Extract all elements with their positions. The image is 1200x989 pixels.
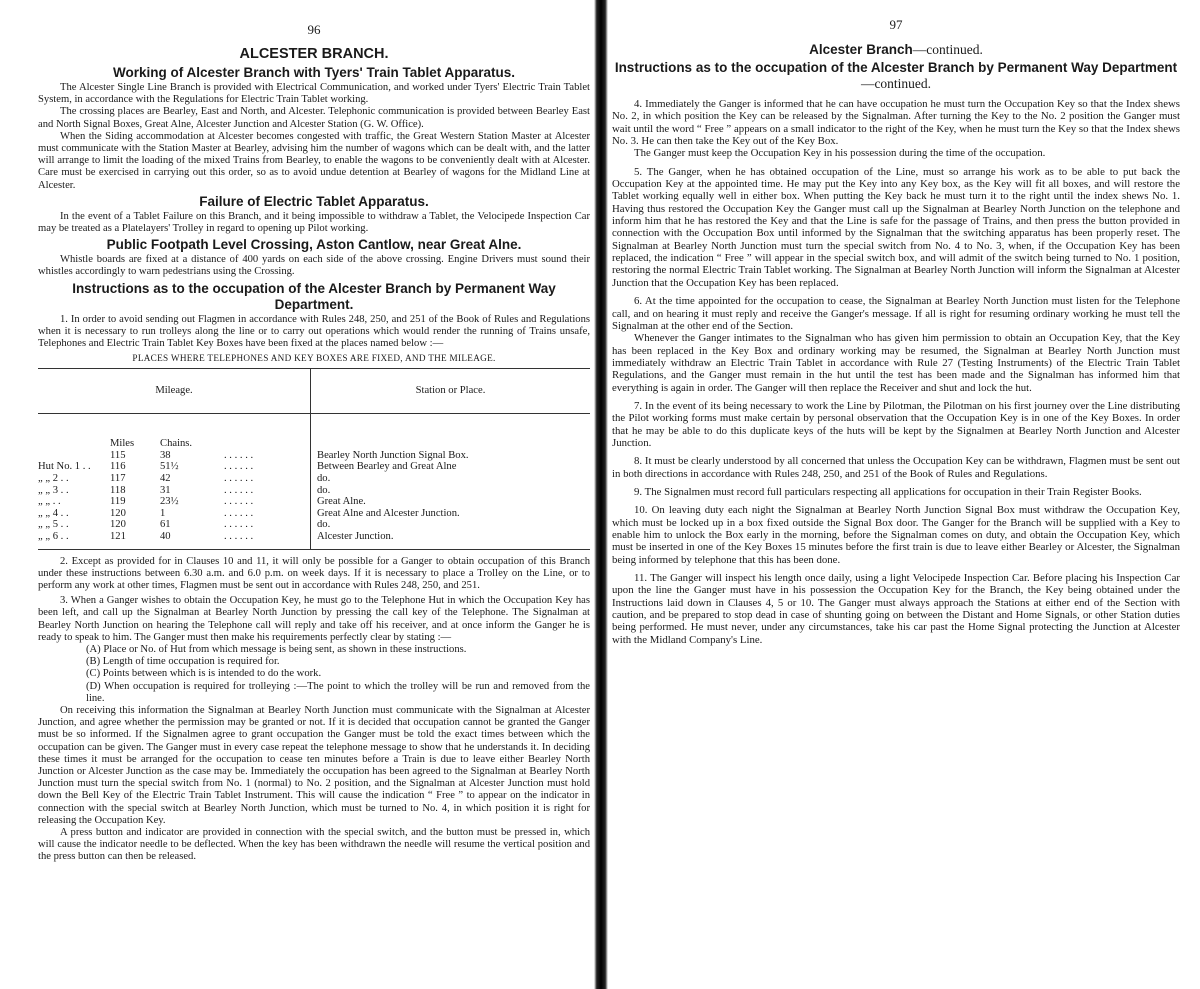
paragraph: 3. When a Ganger wishes to obtain the Occupation Key, he must go to the Telephone Hut in which the Occupation Key has been left, and call up the Signalman at Bearley North Junction by pressing the call key of the Telephone. The Signalman at Bearley North Junction on hearing the Telephone call will reply and take off his receiver, and at once inform the Ganger he is ready to speak to him. The Ganger must then make his requirements perfectly clear by stating :— [38,595,590,643]
list-item: (D) When occupation is required for trolleying :—The point to which the trolley will be run and removed from the line. [86,680,590,704]
list-item: (B) Length of time occupation is required for. [86,656,280,668]
table-row: „ „ 4 . . 120 1 . . . . . . Great Alne and Alcester Junction. [38,507,460,519]
paragraph: 1. In order to avoid sending out Flagmen in accordance with Rules 248, 250, and 251 of the Book of Rules and Regulations when it is necessary to run trolleys along the line or to carry out operations which would render the running of Trains unsafe, Telephones and Electric Train Tablet Key Boxes have been fixed at the places named below :— [38,313,590,350]
table-header-station: Station or Place. [311,369,591,414]
section-heading-footpath: Public Footpath Level Crossing, Aston Cantlow, near Great Alne. [106,237,522,253]
paragraph: 4. Immediately the Ganger is informed that he can have occupation he must turn the Occupation Key so that the Index shews No. 2, in which position the Key can be released by the Signalman. After turning the Key to the No. 2 position the Ganger must wait until the word “ Free ” appears on a small indicator to the right of the Key, when he must turn the Key so that the Index shews No. 3. He can then take the Key out of the Key Box. [612,98,1180,148]
paragraph: A press button and indicator are provided in connection with the special switch, and the button must be pressed in, which will cause the indicator needle to be deflected. When the key has been withdrawn the needle will resume the vertical position and the press button can then be released. [38,827,590,863]
paragraph: 9. The Signalmen must record full particulars respecting all applications for occupation in their Train Register Books. [634,485,1142,498]
paragraph: 5. The Ganger, when he has obtained occupation of the Line, must so arrange his work as to be able to put back the Occupation Key at the appointed time. He may put the Key into any Key box, as the Key will fit all boxes, and will restore the Tablet working equally well in either box. When putting the Key back he must turn it to the right until the index shews No. 1. Having thus restored the Occupation Key the Ganger must call up the Signalman at Bearley North Junction on the telephone and inform him that he has restored the Key and that the Line is safe for the passage of Trains, and then press the button provided in connection with the Occupation Box until informed by the Signalman that the switching apparatus has been properly reset. The Signalman at Bearley North Junction must turn the special switch from No. 4 to No. 3, when, if the Occupation Key has been replaced, the indication “ Free ” will appear in the special switch box, and will admit of the switch being turned to No. 1 position, restoring the normal Electric Train Tablet working. The Signalman at Bearley North Junction will inform the Signalman at Alcester Junction that the Occupation Key has been replaced. [612,165,1180,289]
section-heading-tablet: Working of Alcester Branch with Tyers' Train Tablet Apparatus. [112,65,516,80]
table-row: „ „ 3 . . 118 31 . . . . . . do. [38,484,331,496]
right-page [606,0,1200,989]
branch-title: Alcester Branch—continued. [809,42,983,57]
table-header-mileage: Mileage. [38,369,311,414]
paragraph: The Alcester Single Line Branch is provided with Electrical Communication, and worked under Tyers' Electric Train Tablet System, in accordance with the Regulations for Electric Train Tablet working. [38,82,590,106]
table-caption: PLACES WHERE TELEPHONES AND KEY BOXES ARE FIXED, AND THE MILEAGE. [132,353,496,364]
list-item: (A) Place or No. of Hut from which message is being sent, as shown in these instructions. [86,644,467,656]
paragraph: In the event of a Tablet Failure on this Branch, and it being impossible to withdraw a Tablet, the Velocipede Inspection Car may be treated as a Platelayers' Trolley in regard to opening up Pilot working. [38,210,590,235]
paragraph: 11. The Ganger will inspect his length once daily, using a light Velocipede Inspection Car. Before placing his Inspection Car upon the line the Ganger must have in his possession the Occupation Key for the Branch, the Key being obtained under the Instructions laid down in Clauses 4, 5 or 10. The Ganger must always approach the Stations at either end of the Section with caution, and be prepared to stop dead in case of shunting going on between the Distant and Home Signals, or other Station duties being performed. He must never, under any circumstances, take his car past the Home Signal protecting the Junction at Alcester with the Midland Company's Line. [612,572,1180,646]
table-unit-chains: Chains. [160,438,193,450]
table-row: „ „ 6 . . 121 40 . . . . . . Alcester Junction. [38,531,590,549]
table-row: Hut No. 1 . . 116 51½ . . . . . . Between Bearley and Great Alne [38,461,457,473]
table-row: „ „ 5 . . 120 61 . . . . . . do. [38,519,331,531]
page-number: 97 [889,17,903,32]
page-number: 96 [307,22,321,37]
paragraph: 6. At the time appointed for the occupation to cease, the Signalman at Bearley North Junction must listen for the Telephone call, and on hearing it must reply and receive the Ganger's message. If all is right for resuming ordinary working he must tell the Signalman at the other end of the Section. [612,295,1180,332]
list-item: (C) Points between which is is intended to do the work. [86,668,322,680]
paragraph: On receiving this information the Signalman at Bearley North Junction must communicate with the Signalman at Alcester Junction, and agree whether the permission may be granted or not. If it is decided that occupation cannot be granted the Ganger must be so informed. If the Signalmen agree to grant occupation the Ganger must be told the exact times between which the occupation can be given. The Ganger must in every case repeat the telephone message to show that he understands it. In deciding these times it must be arranged for the occupation to cease ten minutes before a Train is due to leave either Bearley North Junction or Alcester Junction as the case may be. Immediately the occupation has been agreed to the Signalman at Bearley North Junction must turn the special switch from No. 1 (normal) to No. 2 position, and the Signalman at Alcester Junction must hold down the Bell Key of the Electric Train Tablet Instrument. This will cause the indication “ Free ” to appear on the indicator in connection with the special switch at Bearley North Junction, which must be turned to No. 4, in which position it is right for releasing the Occupation Key. [38,705,590,826]
mileage-table [38,368,590,549]
table-row: „ „ . . 119 23½ . . . . . . Great Alne. [38,496,366,508]
paragraph: 7. In the event of its being necessary to work the Line by Pilotman, the Pilotman on his first journey over the Line distributing the Pilot working forms must make certain by personal observation that the Occupation Key is in one of the Key Boxes. In order that he may be able to do this duplicate keys of the huts will be kept by the Signalmen at Bearley North Junction and Alcester Junction. [612,399,1180,449]
branch-title: ALCESTER BRANCH. [239,46,389,62]
left-page [0,0,596,989]
paragraph: The crossing places are Bearley, East and North, and Alcester. Telephonic communication is provided between Bearley East and North Signal Boxes, Great Alne, Alcester Junction and Alcester Station (G. W. Office). [38,106,590,130]
section-heading-failure: Failure of Electric Tablet Apparatus. [199,193,429,209]
table-row: 115 38 . . . . . . Bearley North Junction Signal Box. [110,449,469,461]
table-unit-miles: Miles [110,438,135,450]
paragraph: The Ganger must keep the Occupation Key in his possession during the time of the occupation. [634,147,1046,160]
section-heading-occupation: Instructions as to the occupation of the Alcester Branch by Permanent Way Department—continued. [614,60,1178,91]
table-row: „ „ 2 . . 117 42 . . . . . . do. [38,473,331,485]
paragraph: Whenever the Ganger intimates to the Signalman who has given him permission to obtain an Occupation Key, that the Key has been replaced in the Key Box and ordinary working may be resumed, the Signalman at Bearley North Junction must immediately withdraw an Electric Train Tablet in accordance with Rule 27 (Testing Instruments) of the Electric Train Tablet Regulations, and the Ganger must remain in the hut until the test has been made and the Signalman has informed him that everything is again in order. The Ganger will then replace the Receiver and shut and lock the hut. [612,332,1180,394]
section-heading-occupation: Instructions as to the occupation of the Alcester Branch by Permanent Way Department. [72,280,556,312]
paragraph: Whistle boards are fixed at a distance of 400 yards on each side of the above crossing. Engine Drivers must sound their whistles accordingly to warn pedestrians using the Crossing. [38,254,590,278]
paragraph: 8. It must be clearly understood by all concerned that unless the Occupation Key can be withdrawn, Flagmen must be sent out in both directions in accordance with Rules 248, 250, and 251 of the Book of Rules and Regulations. [612,455,1180,480]
paragraph: 10. On leaving duty each night the Signalman at Bearley North Junction Signal Box must withdraw the Occupation Key, which must be locked up in a box fixed outside the Signal Box door. The Ganger for the Branch will be supplied with a Key to enable him to unlock the Box early in the morning, before the Signalman comes on duty, and obtain the Occupation Key, which must be inserted in one of the Key Boxes 15 minutes before the first train is due to leave either Bearley or Alcester, the Signalman being informed by telephone that this has been done. [612,504,1180,566]
paragraph: 2. Except as provided for in Clauses 10 and 11, it will only be possible for a Ganger to obtain occupation of this Branch under these instructions between 6.30 a.m. and 6.0 p.m. on week days. If it is necessary to place a Trolley on the Line, or to perform any work at other times, Flagmen must be sent out in accordance with Rules 248, 250, and 251. [38,555,590,591]
paragraph: When the Siding accommodation at Alcester becomes congested with traffic, the Great Western Station Master at Alcester must communicate with the Station Master at Bearley, advising him the number of wagons which can be dealt with, and the latter will arrange to limit the loading of the mixed Trains from Bearley, to enable the wagons to be conveniently dealt with at Alcester. Care must be exercised in carrying out this order, so as to avoid undue detention at Bearley of wagons for the Midland Line at Alcester. [38,130,590,191]
